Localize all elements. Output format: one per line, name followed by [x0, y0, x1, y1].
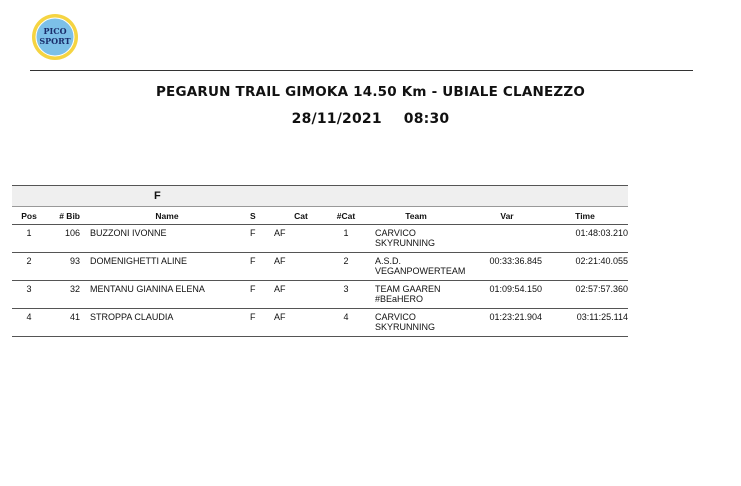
results-table	[12, 185, 628, 337]
row-var: 01:23:21.904	[489, 312, 542, 322]
row-team-line2: VEGANPOWERTEAM	[375, 266, 466, 276]
row-pos: 2	[26, 256, 32, 266]
row-var: 01:09:54.150	[489, 284, 542, 294]
row-bib: 32	[69, 284, 80, 294]
row-bib: 93	[69, 256, 80, 266]
event-datetime	[0, 111, 741, 127]
row-team-line1: A.S.D.	[375, 256, 402, 266]
table-row	[12, 309, 628, 337]
row-sex: F	[250, 284, 256, 294]
col-cat-header: Cat	[294, 210, 308, 221]
col-name-header: Name	[155, 210, 179, 221]
event-time: 08:30	[403, 111, 450, 127]
logo-text-line2: SPORT	[39, 36, 71, 46]
row-bib: 41	[69, 312, 80, 322]
row-name: MENTANU GIANINA ELENA	[90, 284, 205, 294]
row-sex: F	[250, 256, 256, 266]
row-team-line2: #BEaHERO	[375, 294, 424, 304]
table-header	[12, 206, 628, 225]
row-cat: AF	[274, 312, 286, 322]
row-ncat: 3	[343, 284, 349, 294]
category-band	[12, 185, 628, 206]
table-row	[12, 281, 628, 309]
row-cat: AF	[274, 256, 286, 266]
row-team	[360, 309, 472, 336]
category-label: F	[154, 190, 161, 202]
row-team-line2: SKYRUNNING	[375, 322, 436, 332]
logo-badge	[30, 12, 80, 62]
col-time-header: Time	[575, 210, 595, 221]
row-cat: AF	[274, 228, 286, 238]
row-time: 02:57:57.360	[575, 284, 628, 294]
row-name: BUZZONI IVONNE	[90, 228, 167, 238]
row-name: DOMENIGHETTI ALINE	[90, 256, 188, 266]
row-var	[472, 225, 542, 252]
table-row	[12, 253, 628, 281]
row-cat: AF	[274, 284, 286, 294]
event-date: 28/11/2021	[291, 111, 382, 127]
row-pos: 4	[26, 312, 32, 322]
row-bib: 106	[64, 228, 80, 238]
row-ncat: 4	[343, 312, 349, 322]
row-pos: 3	[26, 284, 32, 294]
row-team-line1: TEAM GAAREN	[375, 284, 441, 294]
row-time: 01:48:03.210	[575, 228, 628, 238]
pico-sport-logo	[30, 12, 80, 62]
col-bib-header: # Bib	[59, 210, 80, 221]
row-team	[360, 253, 472, 280]
row-team-line1: CARVICO	[375, 312, 416, 322]
row-team	[360, 225, 472, 252]
row-var: 00:33:36.845	[489, 256, 542, 266]
col-sex-header: S	[250, 210, 256, 221]
row-time: 02:21:40.055	[575, 256, 628, 266]
row-ncat: 1	[343, 228, 349, 238]
event-title: PEGARUN TRAIL GIMOKA 14.50 Km - UBIALE CLANEZZO	[155, 84, 586, 100]
row-team-line1: CARVICO	[375, 228, 416, 238]
col-ncat-header: #Cat	[336, 210, 356, 221]
row-team	[360, 281, 472, 308]
col-var-header: Var	[500, 210, 514, 221]
logo-text-line1: PICO	[43, 26, 67, 36]
row-time: 03:11:25.114	[576, 312, 628, 322]
table-row	[12, 225, 628, 253]
col-pos-header: Pos	[21, 210, 37, 221]
row-name: STROPPA CLAUDIA	[90, 312, 174, 322]
row-pos: 1	[26, 228, 32, 238]
col-team-header: Team	[405, 210, 427, 221]
header-divider	[30, 70, 693, 71]
row-sex: F	[250, 312, 256, 322]
row-team-line2: SKYRUNNING	[375, 238, 436, 248]
row-sex: F	[250, 228, 256, 238]
row-ncat: 2	[343, 256, 349, 266]
